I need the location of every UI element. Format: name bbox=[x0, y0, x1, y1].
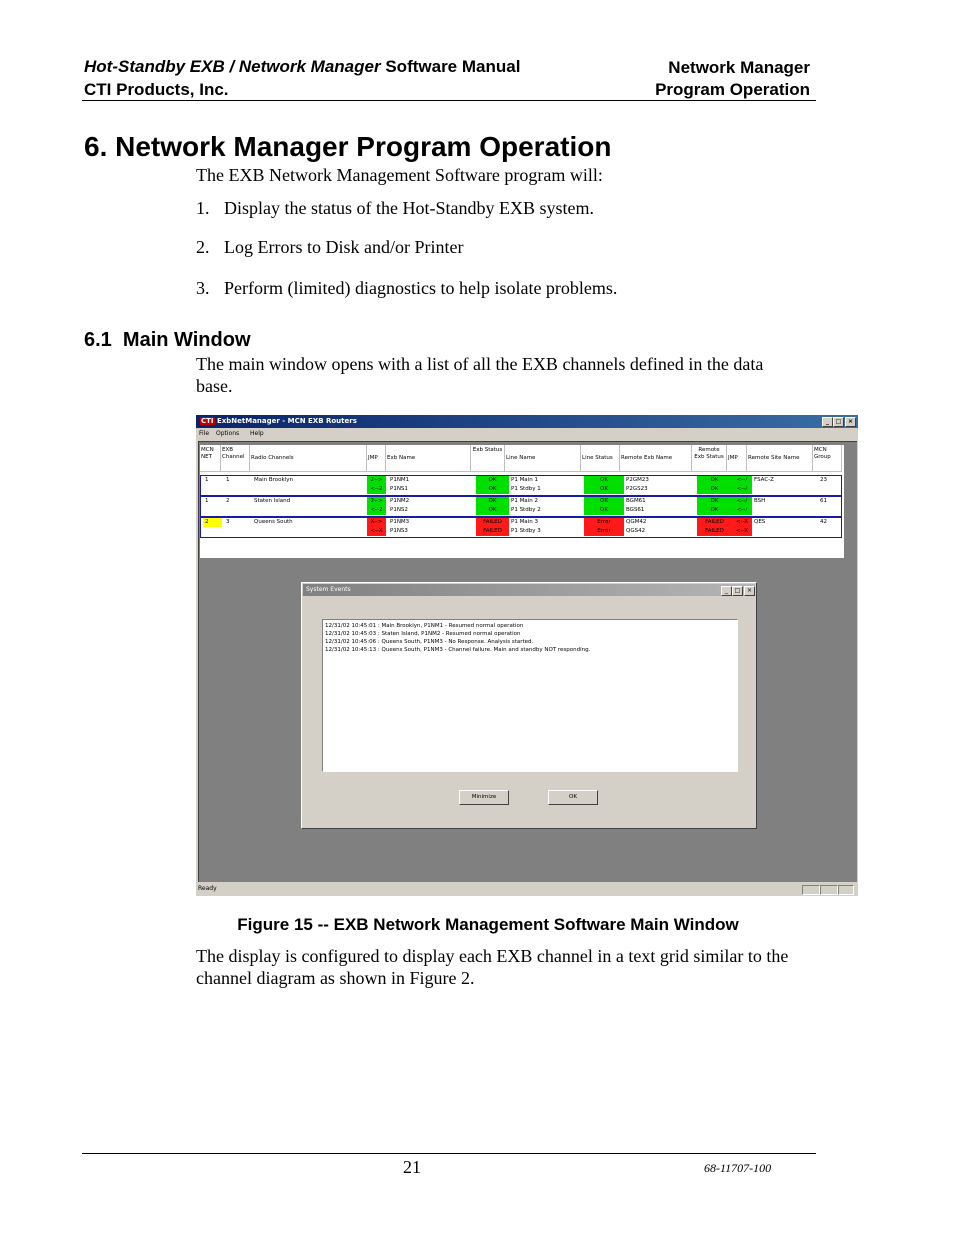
cell-jmp-remote: <--/ bbox=[732, 485, 752, 494]
list-item: 12/31/02 10:45:03 : Staten Island, P1NM2 - Resumed normal operation bbox=[325, 631, 521, 637]
col-header-mcn-group[interactable]: MCN Group bbox=[813, 445, 842, 472]
cell-exb-status: OK bbox=[476, 506, 509, 515]
col-header-remote-exb-name[interactable]: Remote Exb Name bbox=[620, 445, 692, 472]
cell-remote-exb-status: FAILED bbox=[697, 518, 732, 527]
cell-net: 1 bbox=[205, 498, 209, 504]
dialog-minimize-button[interactable]: _ bbox=[721, 586, 732, 596]
window-titlebar bbox=[196, 415, 858, 428]
cell-remote-exb-name: P2GM23 bbox=[626, 477, 649, 483]
col-header-exb-name[interactable]: Exb Name bbox=[386, 445, 471, 472]
status-panel bbox=[820, 885, 838, 895]
cell-jmp-remote: <--X bbox=[732, 518, 752, 527]
cell-line-name: P1 Stdby 2 bbox=[511, 507, 541, 513]
cell-line-status: OK bbox=[584, 497, 624, 506]
system-events-dialog bbox=[301, 582, 757, 829]
subsection-text-line1: The main window opens with a list of all the EXB channels defined in the data bbox=[196, 354, 764, 374]
list-item bbox=[196, 198, 594, 219]
header-company: CTI Products, Inc. bbox=[84, 80, 229, 99]
col-header-exb-status[interactable]: Exb Status bbox=[471, 445, 505, 472]
cell-jmp-remote: <--/ bbox=[732, 476, 752, 485]
cell-exb-status: FAILED bbox=[476, 527, 509, 536]
list-text: Display the status of the Hot-Standby EXB system. bbox=[224, 198, 594, 218]
cell-jmp: <--2 bbox=[367, 485, 386, 494]
list-item bbox=[196, 237, 464, 258]
cell-line-status: OK bbox=[584, 485, 624, 494]
cell-line-status: Error bbox=[584, 527, 624, 536]
list-item: 12/31/02 10:45:06 : Queens South, P1NM3 - No Response. Analysis started. bbox=[325, 639, 534, 645]
dialog-title: System Events bbox=[306, 586, 351, 593]
cell-remote-exb-status: FAILED bbox=[697, 527, 732, 536]
subsection-text-line2: base. bbox=[196, 376, 233, 396]
menu-options[interactable]: Options bbox=[216, 430, 240, 437]
header-section-line2: Program Operation bbox=[655, 80, 810, 99]
menu-bar bbox=[196, 428, 858, 439]
cell-remote-exb-status: OK bbox=[697, 497, 732, 506]
channel-grid bbox=[200, 445, 844, 558]
cell-exb-status: OK bbox=[476, 476, 509, 485]
header-section-line1: Network Manager bbox=[668, 58, 810, 77]
cell-remote-exb-name: BGM61 bbox=[626, 498, 646, 504]
col-header-mcn-net[interactable]: MCN NET bbox=[200, 445, 221, 472]
status-bar bbox=[196, 882, 858, 896]
cell-line-status: OK bbox=[584, 476, 624, 485]
cell-remote-site: BSH bbox=[754, 498, 766, 504]
cell-mcn-group: 61 bbox=[820, 498, 827, 504]
cell-net: 2 bbox=[203, 518, 222, 527]
list-number: 2. bbox=[196, 237, 210, 257]
list-text: Log Errors to Disk and/or Printer bbox=[224, 237, 464, 257]
cell-exb-status: OK bbox=[476, 485, 509, 494]
ok-button[interactable]: OK bbox=[548, 790, 598, 805]
page-number: 21 bbox=[403, 1157, 421, 1177]
list-text: Perform (limited) diagnostics to help isolate problems. bbox=[224, 278, 618, 298]
cell-remote-site: QES bbox=[754, 519, 766, 525]
body-text-line2: channel diagram as shown in Figure 2. bbox=[196, 968, 475, 988]
cell-remote-exb-name: QGS42 bbox=[626, 528, 646, 534]
cell-jmp-remote: <--/ bbox=[732, 497, 752, 506]
minimize-button[interactable]: Minimize bbox=[459, 790, 509, 805]
col-header-remote-site-name[interactable]: Remote Site Name bbox=[747, 445, 813, 472]
cell-exb-name: P1NS2 bbox=[390, 507, 408, 513]
events-listbox[interactable] bbox=[322, 619, 738, 772]
cell-channel: 1 bbox=[226, 477, 230, 483]
dialog-titlebar bbox=[303, 584, 755, 596]
cell-remote-exb-status: OK bbox=[697, 506, 732, 515]
section-heading: 6. Network Manager Program Operation bbox=[84, 131, 612, 162]
status-panel bbox=[838, 885, 854, 895]
cell-radio: Staten Island bbox=[254, 498, 291, 504]
cell-line-status: OK bbox=[584, 506, 624, 515]
col-header-line-status[interactable]: Line Status bbox=[581, 445, 620, 472]
cell-remote-exb-name: P2GS23 bbox=[626, 486, 648, 492]
cell-channel: 3 bbox=[226, 519, 230, 525]
cell-exb-status: OK bbox=[476, 497, 509, 506]
cell-jmp: <--X bbox=[367, 527, 386, 536]
cell-jmp-remote: <--/ bbox=[732, 506, 752, 515]
menu-help[interactable]: Help bbox=[250, 430, 264, 437]
figure-caption: Figure 15 -- EXB Network Management Software Main Window bbox=[237, 915, 739, 934]
dialog-close-button[interactable]: × bbox=[744, 586, 755, 596]
section-intro: The EXB Network Management Software program will: bbox=[196, 165, 603, 185]
cell-jmp-remote: <--X bbox=[732, 527, 752, 536]
cell-exb-name: P1NM3 bbox=[390, 519, 410, 525]
cell-line-name: P1 Stdby 1 bbox=[511, 486, 541, 492]
cell-remote-exb-status: OK bbox=[697, 476, 732, 485]
footer-rule bbox=[82, 1153, 816, 1154]
cell-remote-exb-name: QGM42 bbox=[626, 519, 647, 525]
cell-exb-name: P1NS1 bbox=[390, 486, 408, 492]
window-title: ExbNetManager - MCN EXB Routers bbox=[216, 417, 357, 425]
cell-remote-exb-name: BGS61 bbox=[626, 507, 645, 513]
header-title-italic: Hot-Standby EXB / Network Manager bbox=[84, 57, 381, 76]
header-title-rest: Software Manual bbox=[385, 57, 521, 76]
col-header-exb-channel[interactable]: EXB Channel bbox=[221, 445, 250, 472]
cell-jmp: X--> bbox=[367, 518, 386, 527]
cell-exb-name: P1NM2 bbox=[390, 498, 410, 504]
maximize-window-button[interactable]: □ bbox=[833, 417, 844, 427]
list-item: 12/31/02 10:45:01 : Main Brooklyn, P1NM1 - Resumed normal operation bbox=[325, 623, 524, 629]
cell-channel: 2 bbox=[226, 498, 230, 504]
cell-line-name: P1 Stdby 3 bbox=[511, 528, 541, 534]
mdi-client-area bbox=[198, 441, 857, 882]
close-window-button[interactable]: × bbox=[845, 417, 856, 427]
cell-jmp: 2--> bbox=[367, 476, 386, 485]
menu-file[interactable]: File bbox=[199, 430, 210, 437]
cell-net: 1 bbox=[205, 477, 209, 483]
cell-line-name: P1 Main 2 bbox=[511, 498, 538, 504]
body-text-line1: The display is configured to display each EXB channel in a text grid similar to the bbox=[196, 946, 789, 966]
col-header-jmp[interactable]: JMP bbox=[367, 445, 386, 472]
cell-line-name: P1 Main 1 bbox=[511, 477, 538, 483]
cell-remote-exb-status: OK bbox=[697, 485, 732, 494]
cell-exb-name: P1NS3 bbox=[390, 528, 408, 534]
cell-jmp: 2--> bbox=[367, 497, 386, 506]
col-header-jmp-remote[interactable]: JMP bbox=[727, 445, 747, 472]
cell-line-status: Error bbox=[584, 518, 624, 527]
cell-line-name: P1 Main 3 bbox=[511, 519, 538, 525]
col-header-line-name[interactable]: Line Name bbox=[505, 445, 581, 472]
header-title bbox=[84, 57, 520, 77]
list-number: 1. bbox=[196, 198, 210, 218]
cell-exb-status: FAILED bbox=[476, 518, 509, 527]
subsection-heading: 6.1 Main Window bbox=[84, 329, 251, 351]
col-header-radio-channels[interactable]: Radio Channels bbox=[250, 445, 367, 472]
cell-mcn-group: 42 bbox=[820, 519, 827, 525]
dialog-maximize-button[interactable]: □ bbox=[732, 586, 743, 596]
cell-jmp: <--2 bbox=[367, 506, 386, 515]
cell-radio: Main Brooklyn bbox=[254, 477, 293, 483]
list-number: 3. bbox=[196, 278, 210, 298]
header-rule bbox=[82, 100, 816, 101]
doc-number: 68-11707-100 bbox=[704, 1161, 772, 1175]
col-header-remote-exb-status[interactable]: Remote Exb Status bbox=[692, 445, 727, 472]
cell-exb-name: P1NM1 bbox=[390, 477, 410, 483]
cell-mcn-group: 23 bbox=[820, 477, 827, 483]
list-item bbox=[196, 278, 618, 299]
cell-remote-site: FSAC-Z bbox=[754, 477, 774, 483]
list-item: 12/31/02 10:45:13 : Queens South, P1NM3 - Channel failure. Main and standby NOT responding. bbox=[325, 647, 591, 653]
status-panel bbox=[802, 885, 820, 895]
status-text: Ready bbox=[198, 885, 217, 892]
app-logo-icon: CTI bbox=[201, 417, 214, 425]
minimize-window-button[interactable]: _ bbox=[822, 417, 833, 427]
cell-radio: Queens South bbox=[254, 519, 293, 525]
app-window-screenshot bbox=[196, 415, 858, 896]
